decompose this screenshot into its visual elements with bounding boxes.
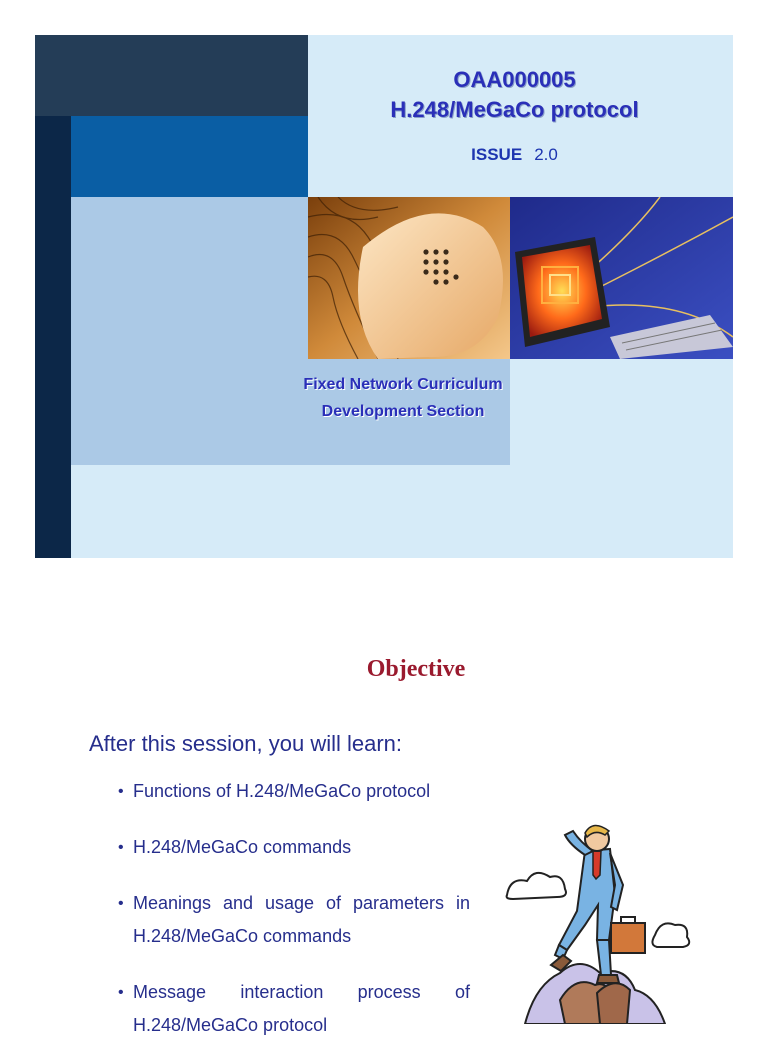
objective-heading: Objective [366, 656, 466, 682]
department-line-1: Fixed Network Curriculum [303, 376, 503, 393]
list-item-text: H.248/MeGaCo commands [133, 837, 352, 857]
list-item-text: Meanings and usage of parameters in H.248/MeGaCo commands [133, 893, 470, 946]
bullet-icon: • [118, 984, 124, 1001]
navy-side-bar [35, 116, 71, 558]
dark-header-block [35, 35, 308, 116]
course-code: OAA000005 [453, 67, 576, 92]
list-item [118, 976, 470, 1042]
list-item [118, 887, 470, 953]
list-item-text: Functions of H.248/MeGaCo protocol [133, 781, 431, 801]
list-item-text: Message interaction process of H.248/MeGaCo protocol [133, 982, 470, 1035]
telephone-keypad-photo [308, 197, 510, 359]
list-item [118, 831, 470, 864]
bullet-icon: • [118, 895, 124, 912]
bullet-icon: • [118, 783, 124, 800]
cover-slide [35, 35, 733, 558]
bullet-icon: • [118, 839, 124, 856]
issue-label: ISSUE [471, 145, 523, 164]
list-item [118, 775, 470, 808]
objective-intro: After this session, you will learn: [89, 731, 403, 756]
computer-monitor-photo [510, 197, 733, 359]
blue-block [71, 116, 308, 197]
department-line-2: Development Section [321, 403, 485, 420]
course-title: H.248/MeGaCo protocol [390, 97, 639, 122]
issue-value: 2.0 [534, 145, 558, 164]
businessman-on-mountain-clipart [505, 815, 695, 1024]
issue-line [308, 145, 721, 165]
